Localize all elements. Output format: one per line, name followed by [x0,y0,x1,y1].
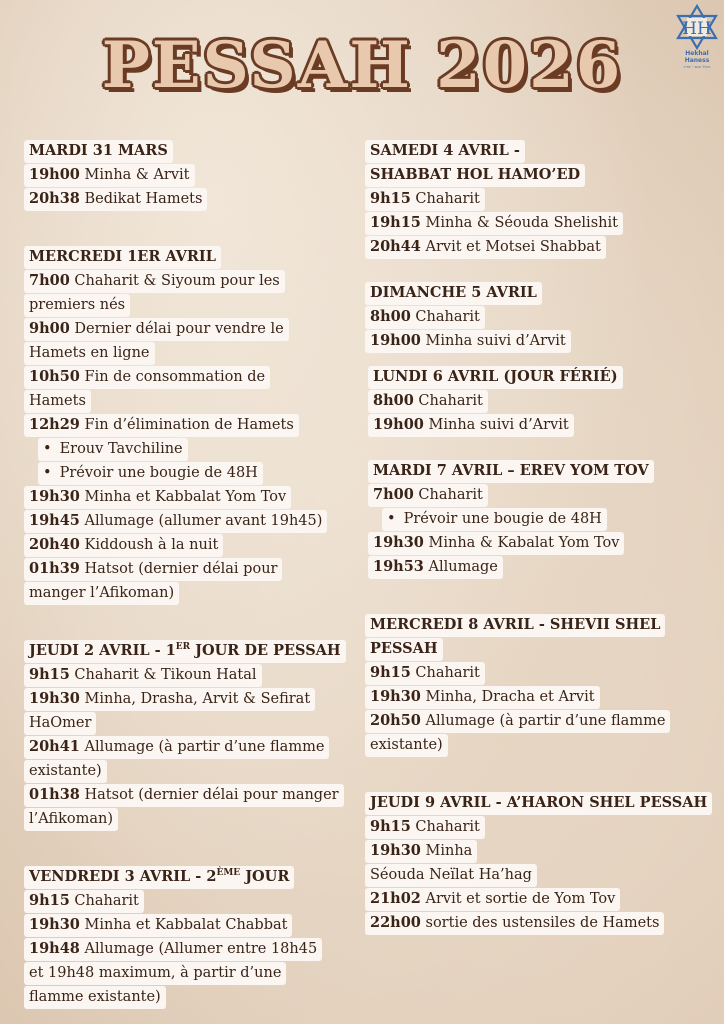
schedule-item: 19h00 Minha & Arvit [24,164,195,187]
day-heading: VENDREDI 3 AVRIL - 2ÈME JOUR [24,866,294,889]
bullet-item: • Prévoir une bougie de 48H [38,462,263,485]
schedule-item: 19h30 Minha, Drasha, Arvit & Sefirat [24,688,315,711]
star-of-david-icon [674,4,720,50]
schedule-item: 19h48 Allumage (Allumer entre 18h45 [24,938,322,961]
schedule-item: 20h38 Bedikat Hamets [24,188,207,211]
bullet-item: • Prévoir une bougie de 48H [382,508,607,531]
schedule-item: 19h30 Minha et Kabbalat Yom Tov [24,486,291,509]
schedule-item: 7h00 Chaharit [368,484,488,507]
day-heading: MERCREDI 1ER AVRIL [24,246,221,269]
schedule-item-cont: l’Afikoman) [24,808,118,831]
day-heading: SHABBAT HOL HAMO’ED [365,164,585,187]
schedule-item: 19h30 Minha & Kabalat Yom Tov [368,532,624,555]
day-heading: PESSAH [365,638,443,661]
schedule-item-cont: Hamets en ligne [24,342,155,365]
schedule-item: 21h02 Arvit et sortie de Yom Tov [365,888,620,911]
schedule-item: 10h50 Fin de consommation de [24,366,270,389]
schedule-item: 01h39 Hatsot (dernier délai pour [24,558,282,581]
logo-name: Hekhal Haness [684,50,710,64]
schedule-item: 19h30 Minha [365,840,477,863]
schedule-item: 19h30 Minha, Dracha et Arvit [365,686,600,709]
schedule-item: 19h00 Minha suivi d’Arvit [365,330,571,353]
schedule-item: 9h15 Chaharit [24,890,144,913]
day-mardi-31 [24,140,346,212]
day-mercredi-8 [365,614,712,758]
day-heading: JEUDI 9 AVRIL - A’HARON SHEL PESSAH [365,792,712,815]
day-heading: SAMEDI 4 AVRIL - [365,140,525,163]
logo [672,4,722,70]
schedule-item: 19h00 Minha suivi d’Arvit [368,414,574,437]
bullet-item: • Erouv Tavchiline [38,438,188,461]
schedule-item: 7h00 Chaharit & Siyoum pour les [24,270,285,293]
schedule-item-cont: existante) [365,734,448,757]
day-heading: DIMANCHE 5 AVRIL [365,282,542,305]
schedule-item: 19h15 Minha & Séouda Shelishit [365,212,623,235]
page-title: PESSAH 2026 [101,28,623,103]
left-column [24,140,346,1010]
schedule-item: 01h38 Hatsot (dernier délai pour manger [24,784,344,807]
schedule-item: 8h00 Chaharit [365,306,485,329]
schedule-item: 19h53 Allumage [368,556,503,579]
schedule-item-cont: Hamets [24,390,91,413]
schedule-item-cont: existante) [24,760,107,783]
logo-subtitle: היכל הנס - פריז [683,64,711,69]
svg-text:HH: HH [682,19,712,39]
schedule-item: 8h00 Chaharit [368,390,488,413]
schedule-item: 20h50 Allumage (à partir d’une flamme [365,710,670,733]
day-vendredi-3 [24,866,346,1010]
day-dimanche-5 [365,282,712,354]
schedule-item: 9h15 Chaharit & Tikoun Hatal [24,664,262,687]
day-heading: MERCREDI 8 AVRIL - SHEVII SHEL [365,614,665,637]
day-jeudi-9 [365,792,712,936]
day-mardi-7 [365,460,712,580]
right-column [365,140,712,936]
schedule-item-cont: manger l’Afikoman) [24,582,179,605]
schedule-item: 19h30 Minha et Kabbalat Chabbat [24,914,292,937]
schedule-item-cont: premiers nés [24,294,130,317]
day-heading: JEUDI 2 AVRIL - 1ER JOUR DE PESSAH [24,640,346,663]
schedule-item: 9h00 Dernier délai pour vendre le [24,318,289,341]
schedule-item-cont: et 19h48 maximum, à partir d’une [24,962,286,985]
schedule-item: 20h41 Allumage (à partir d’une flamme [24,736,329,759]
schedule-item: 9h15 Chaharit [365,816,485,839]
day-jeudi-2 [24,640,346,832]
day-samedi-4 [365,140,712,260]
schedule-item-cont: HaOmer [24,712,96,735]
schedule-item: 19h45 Allumage (allumer avant 19h45) [24,510,327,533]
schedule-item: Séouda Neïlat Ha’hag [365,864,537,887]
schedule-item-cont: flamme existante) [24,986,166,1009]
day-mercredi-1 [24,246,346,606]
day-heading: MARDI 31 MARS [24,140,173,163]
schedule-item: 12h29 Fin d’élimination de Hamets [24,414,299,437]
schedule-item: 9h15 Chaharit [365,662,485,685]
day-heading: LUNDI 6 AVRIL (JOUR FÉRIÉ) [368,366,623,389]
schedule-item: 20h40 Kiddoush à la nuit [24,534,223,557]
schedule-item: 20h44 Arvit et Motsei Shabbat [365,236,606,259]
schedule-item: 22h00 sortie des ustensiles de Hamets [365,912,664,935]
day-lundi-6 [365,366,712,438]
schedule-item: 9h15 Chaharit [365,188,485,211]
day-heading: MARDI 7 AVRIL – EREV YOM TOV [368,460,654,483]
